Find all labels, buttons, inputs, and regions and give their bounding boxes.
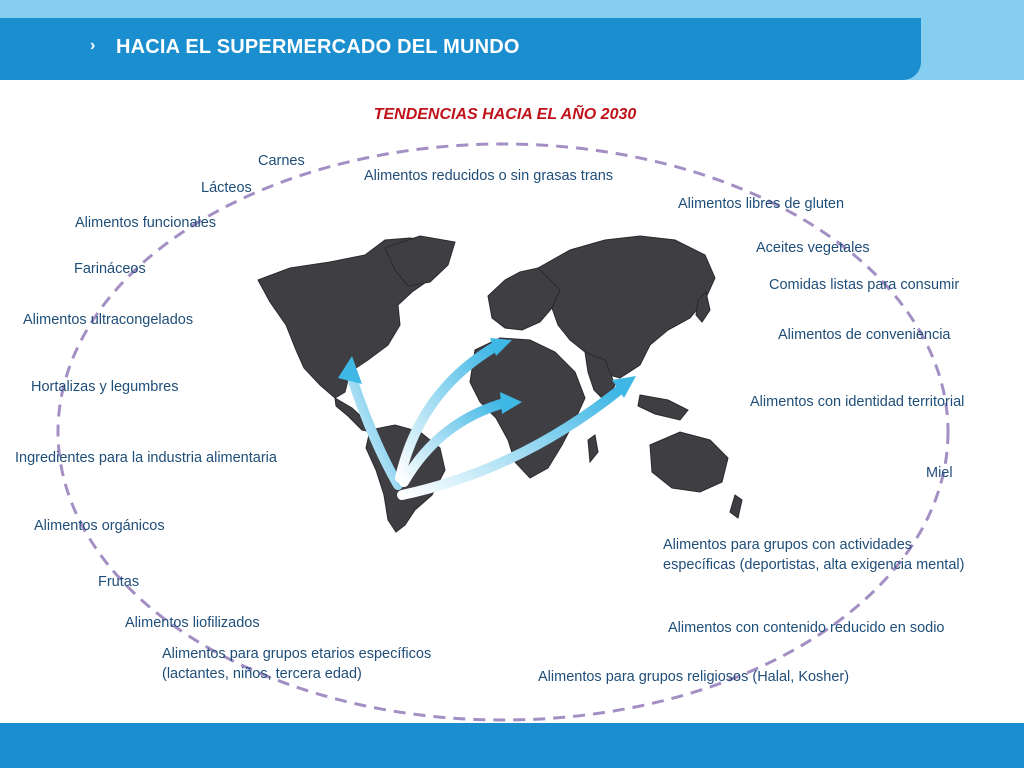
trend-lacteos: Lácteos <box>201 180 252 196</box>
asia-shape <box>538 236 715 378</box>
trend-farinaceos: Farináceos <box>74 261 146 277</box>
trend-religiosos: Alimentos para grupos religiosos (Halal, Kosher) <box>538 669 850 685</box>
trend-ingredientes: Ingredientes para la industria alimentaria <box>15 450 277 466</box>
trend-miel: Miel <box>926 465 953 481</box>
trend-identidad-territorial: Alimentos con identidad territorial <box>750 394 965 410</box>
trend-listas-consumir: Comidas listas para consumir <box>769 277 960 293</box>
slide-subtitle: TENDENCIAS HACIA EL AÑO 2030 <box>373 106 637 123</box>
trend-conveniencia: Alimentos de conveniencia <box>778 327 951 343</box>
footer-bar <box>0 723 1024 768</box>
trend-funcionales: Alimentos funcionales <box>75 215 217 231</box>
trend-etarios-line2: (lactantes, niños, tercera edad) <box>162 666 362 682</box>
new-zealand-shape <box>730 495 742 518</box>
trend-hortalizas: Hortalizas y legumbres <box>31 379 179 395</box>
trend-actividades-especificas <box>663 535 964 575</box>
madagascar-shape <box>588 435 598 462</box>
trend-liofilizados: Alimentos liofilizados <box>125 615 260 631</box>
trend-libres-gluten: Alimentos libres de gluten <box>678 196 845 212</box>
trend-aceites: Aceites vegetales <box>756 240 870 256</box>
trend-ultracongelados: Alimentos ultracongelados <box>23 312 194 328</box>
trend-sodio: Alimentos con contenido reducido en sodio <box>668 620 945 636</box>
southeast-asia-islands-shape <box>638 395 688 420</box>
trend-etarios-line1: Alimentos para grupos etarios específicos <box>162 646 432 662</box>
australia-shape <box>650 432 728 492</box>
trend-frutas: Frutas <box>98 574 140 590</box>
trend-organicos: Alimentos orgánicos <box>34 518 165 534</box>
trend-actividades-line1: Alimentos para grupos con actividades <box>663 537 913 553</box>
chevron-right-icon: › <box>90 37 96 54</box>
trend-actividades-line2: específicas (deportistas, alta exigencia mental) <box>663 557 965 573</box>
trend-carnes: Carnes <box>258 153 305 169</box>
trend-sin-grasas-trans: Alimentos reducidos o sin grasas trans <box>364 168 614 184</box>
trend-grupos-etarios <box>162 644 431 684</box>
slide-title: HACIA EL SUPERMERCADO DEL MUNDO <box>116 36 520 58</box>
